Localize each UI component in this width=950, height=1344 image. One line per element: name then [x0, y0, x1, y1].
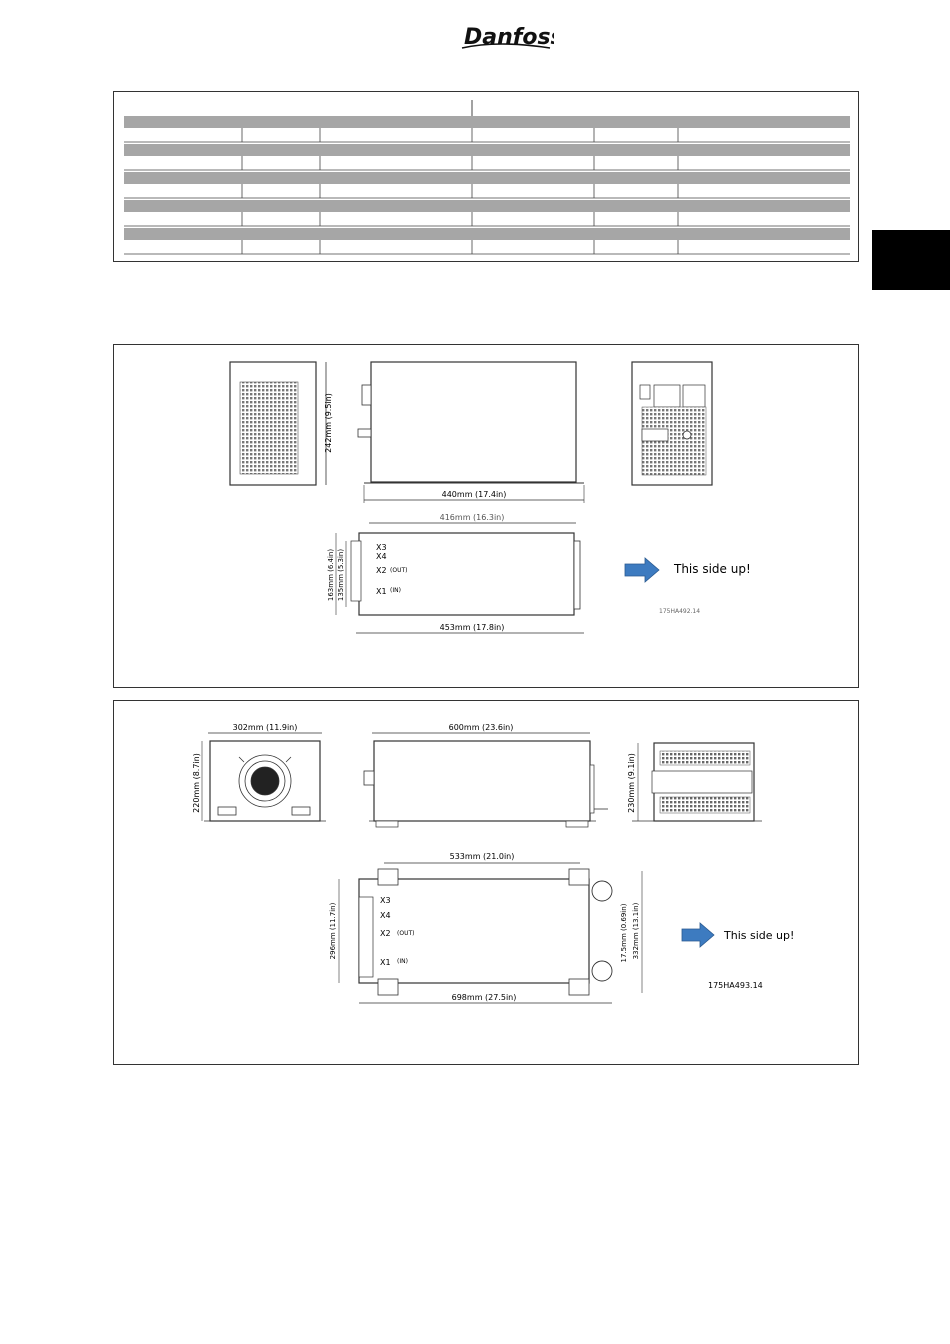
- danfoss-logo-mark: [458, 14, 554, 54]
- danfoss-logo: [458, 14, 554, 54]
- dim-height-side: 242mm (9.5in): [324, 393, 333, 453]
- dim-width-end: 302mm (11.9in): [232, 723, 298, 732]
- figure-enclosure-small: [113, 344, 859, 688]
- drawing-code: 175HA492.14: [659, 608, 701, 615]
- arrow-right-icon-2: [682, 923, 714, 947]
- arrow-right-icon: [625, 558, 659, 582]
- term-x3: X3: [376, 543, 387, 552]
- dim-inner-depth: 296mm (11.7in): [329, 902, 337, 960]
- term-x1-note: (IN): [390, 587, 401, 594]
- plan-view-2: [329, 852, 642, 1003]
- term2-x4: X4: [380, 911, 391, 920]
- term-x2: X2: [376, 566, 387, 575]
- dim-depth-a: 163mm (6.4in): [327, 548, 335, 602]
- term2-x2-note: (OUT): [397, 930, 415, 937]
- chapter-tab: [872, 230, 950, 290]
- plan-view: [327, 513, 584, 633]
- drawing-small: [114, 345, 860, 689]
- term2-x1-note: (IN): [397, 958, 408, 965]
- drawing-code-2: 175HA493.14: [708, 981, 763, 990]
- figure-enclosure-large: [113, 700, 859, 1065]
- dim-depth-b: 135mm (5.3in): [337, 548, 345, 602]
- table-band: [124, 144, 850, 156]
- term-x4: X4: [376, 552, 387, 561]
- spec-table: [113, 91, 859, 262]
- term2-x1: X1: [380, 958, 391, 967]
- dim-length-top: 440mm (17.4in): [441, 490, 507, 499]
- end-view-2: [192, 723, 326, 821]
- table-bands: [124, 116, 850, 240]
- side-view-2: [364, 723, 608, 827]
- spec-table-grid: [114, 92, 860, 263]
- term2-x2: X2: [380, 929, 391, 938]
- side-view: [358, 362, 584, 503]
- dim-height-end: 220mm (8.7in): [192, 753, 201, 813]
- dim-hole: 17.5mm (0.69in): [620, 903, 628, 963]
- term-x1: X1: [376, 587, 387, 596]
- orientation-note-2: This side up!: [724, 929, 795, 942]
- table-band: [124, 116, 850, 128]
- terminal-view-2: [627, 743, 762, 821]
- brand-wordmark: Danfoss: [464, 25, 554, 50]
- dim-overall-plan: 453mm (17.8in): [439, 623, 505, 632]
- dim-overall-depth: 332mm (13.1in): [632, 902, 640, 960]
- dim-width-plan: 416mm (16.3in): [439, 513, 505, 522]
- term-x2-note: (OUT): [390, 567, 408, 574]
- dim-length-side: 600mm (23.6in): [448, 723, 514, 732]
- term2-x3: X3: [380, 896, 391, 905]
- terminal-view: [632, 362, 712, 485]
- dim-mount-pitch: 533mm (21.0in): [449, 852, 515, 861]
- dim-overall-length: 698mm (27.5in): [451, 993, 517, 1002]
- table-band: [124, 200, 850, 212]
- table-band: [124, 228, 850, 240]
- dim-height-back: 230mm (9.1in): [627, 753, 636, 813]
- orientation-note: This side up!: [674, 562, 751, 576]
- table-band: [124, 172, 850, 184]
- drawing-large: [114, 701, 860, 1066]
- end-view: [230, 362, 333, 485]
